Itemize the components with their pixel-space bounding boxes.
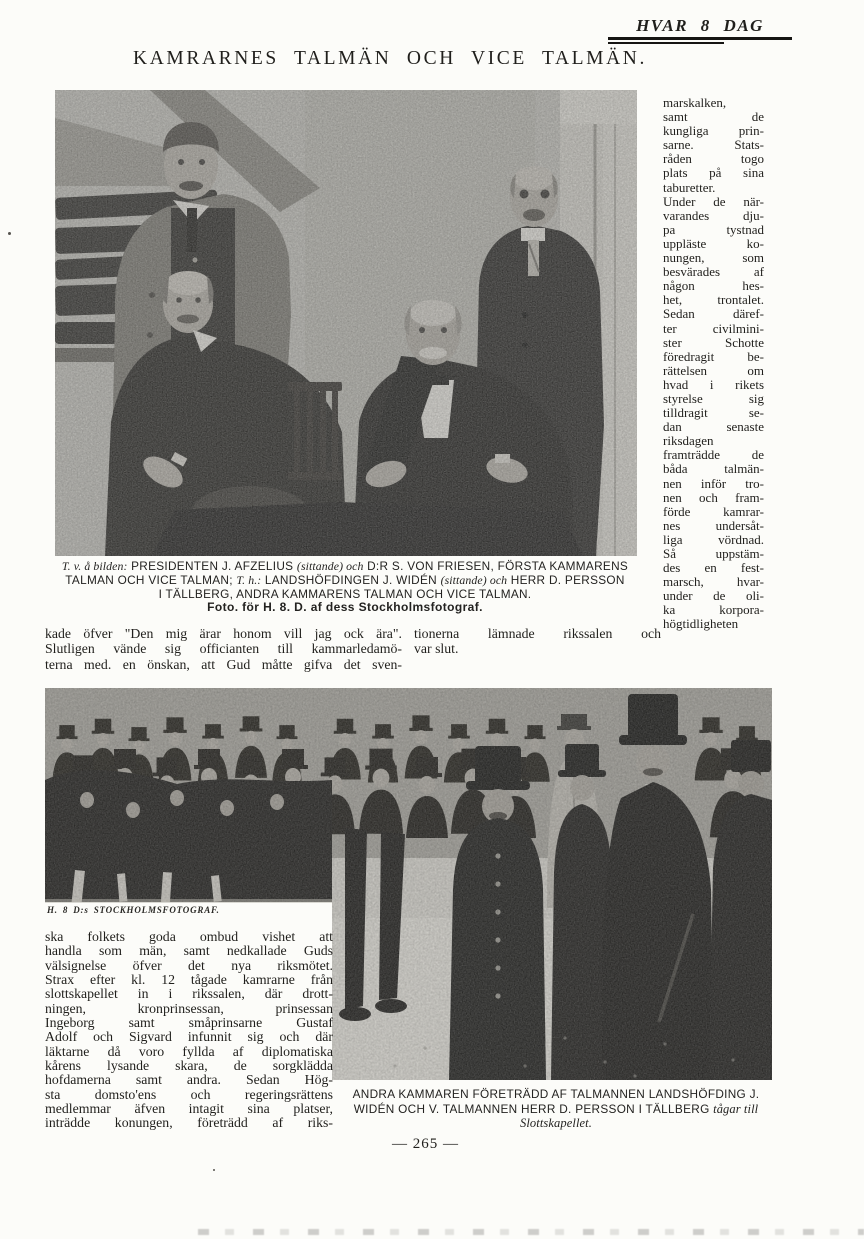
- photo1-caption-line1: T. v. å bilden: PRESIDENTEN J. AFZELIUS (sittande) och D:R S. VON FRIESEN, FÖRSTA KAMMARENS: [61, 559, 629, 573]
- photo2-credit: H. 8 D:s STOCKHOLMSFOTOGRAF.: [47, 905, 220, 915]
- body-column-middle-top: tionerna lämnade rikssalen och var slut.: [414, 626, 661, 657]
- right-text-column: marskalken, samt de kungliga prin- sarne. Stats- råden togo plats på sina taburetter. Under de när- varandes dju- pa tystnad uppläste ko- nungen, som besvärades af någon hes- het, trontalet. Sedan däref- ter civilmini- ster Schotte föredragit be- rättelsen om hvad i rikets styrelse sig tilldragit se- dan senaste riksdagen framträdde de båda talmän- nen inför tro- nen och fram- förde kamrar- nes undersåt- liga vördnad. Så uppstäm- des en fest- marsch, hvar- under de oli- ka korpora- högtidligheten: [663, 95, 764, 632]
- photo1-caption: [45, 560, 645, 615]
- masthead: [600, 16, 800, 44]
- photo1-caption-line3: I TÄLLBERG, ANDRA KAMMARENS TALMAN OCH VICE TALMAN.: [158, 586, 532, 601]
- photo2-caption-line3: Slottskapellet.: [520, 1116, 592, 1130]
- body-column-left-top: kade öfver "Den mig ärar honom vill jag ock ära". Slutligen vände sig officianten till kammarledamö- terna med. en önskan, att Gud måtte gifva det sven-: [45, 626, 402, 672]
- scan-speck: [213, 1169, 215, 1171]
- scan-speck: [8, 232, 11, 235]
- photo1-credit: Foto. för H. 8. D. af dess Stockholmsfotograf.: [207, 600, 483, 615]
- page-title: KAMRARNES TALMÄN OCH VICE TALMÄN.: [133, 48, 647, 69]
- photo1-caption-line2: TALMAN OCH VICE TALMAN; T. h.: LANDSHÖFDINGEN J. WIDÉN (sittande) och HERR D. PERSSON: [65, 572, 625, 587]
- body-column-left-bottom: ska folkets goda ombud vishet att handla som män, samt nedkallade Guds välsignelse öfver det nya riksmötet. Strax efter kl. 12 tågade kamrarne från slottskapellet in i rikssalen, där drott- ningen, kronprinsessan, prinsessan Ingeborg samt småprinsarne Gustaf Adolf och Sigvard infunnit sig och där läktarne då voro fyllda af diplomatiska kårens lysande skara, de sorgklädda hofdamerna samt andra. Sedan Hög- sta domsto'ens och regeringsrättens medlemmar äfven intagit sina platser, inträdde konungen, företrädd af riks-: [45, 929, 333, 1131]
- photo2-caption-line1: ANDRA KAMMAREN FÖRETRÄDD AF TALMANNEN LANDSHÖFDING J.: [352, 1087, 760, 1101]
- portrait-photo: [55, 90, 637, 556]
- masthead-title: HVAR 8 DAG: [636, 16, 764, 35]
- photo2-caption: [338, 1087, 774, 1131]
- page-number: — 265 —: [392, 1136, 459, 1152]
- bleed-through-artifact: [198, 1229, 864, 1235]
- masthead-rule: [608, 37, 792, 40]
- photo2-caption-line2: WIDÉN OCH V. TALMANNEN HERR D. PERSSON I TÄLLBERG tågar till: [353, 1101, 759, 1116]
- masthead-rule-2: [608, 42, 724, 44]
